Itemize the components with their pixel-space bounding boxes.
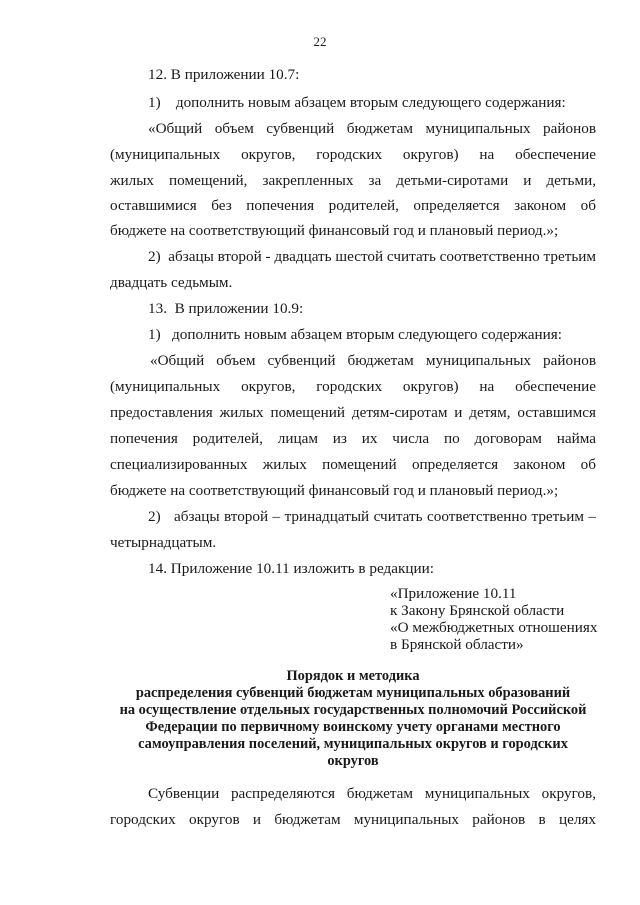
text-line: предоставления жилых помещений детям-сиротам и детям, оставшимся [110,404,596,421]
appendix-line: к Закону Брянской области [390,602,565,619]
text-line: 2) абзацы второй - двадцать шестой считать соответственно третьим [148,248,596,265]
text-line: 12. В приложении 10.7: [148,66,300,83]
text-line: 2) абзацы второй – тринадцатый считать соответственно третьим – [148,508,596,525]
section-title-line: округов [327,753,379,769]
text-line: (муниципальных округов, городских округов) на обеспечение [110,378,596,395]
appendix-line: в Брянской области» [390,636,524,653]
text-line: 1) дополнить новым абзацем вторым следующего содержания: [148,326,562,343]
text-line: двадцать седьмым. [110,274,233,291]
text-line: городских округов и бюджетам муниципальных районов в целях [110,811,596,828]
text-line: четырнадцатым. [110,534,217,551]
section-title-line: самоуправления поселений, муниципальных округов и городских [138,736,568,752]
section-title-line: Федерации по первичному воинскому учету органами местного [145,719,561,735]
section-title-line: Порядок и методика [286,668,420,684]
text-line: Субвенции распределяются бюджетам муниципальных округов, [148,785,596,802]
appendix-line: «О межбюджетных отношениях [390,619,598,636]
text-line: 13. В приложении 10.9: [148,300,304,317]
text-line: бюджете на соответствующий финансовый год и плановый период.»; [110,222,559,239]
text-line: оставшимися без попечения родителей, определяется законом об [110,197,596,214]
text-line: (муниципальных округов, городских округов) на обеспечение [110,146,596,163]
appendix-line: «Приложение 10.11 [390,585,517,602]
text-line: попечения родителей, лицам из их числа по договорам найма [110,430,596,447]
text-line: 14. Приложение 10.11 изложить в редакции: [148,560,434,577]
text-line: 1) дополнить новым абзацем вторым следующего содержания: [148,94,566,111]
text-line: жилых помещений, закрепленных за детьми-сиротами и детьми, [110,172,596,189]
section-title-line: на осуществление отдельных государственных полномочий Российской [119,702,587,718]
text-line: «Общий объем субвенций бюджетам муниципальных районов [148,120,596,137]
text-line: специализированных жилых помещений определяется законом об [110,456,596,473]
page-number: 22 [313,34,327,49]
text-line: «Общий объем субвенций бюджетам муниципальных районов [150,352,596,369]
text-line: бюджете на соответствующий финансовый год и плановый период.»; [110,482,559,499]
section-title-line: распределения субвенций бюджетам муниципальных образований [135,685,571,701]
